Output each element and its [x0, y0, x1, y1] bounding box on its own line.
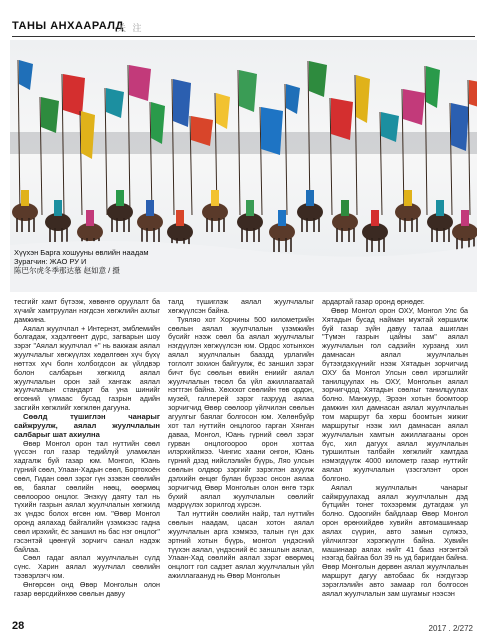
paragraph: Өвөр Монгол орон ОХУ, Монгол Улс ба Хятадын бусад найман мужтай хөршилж буй газар зүйн давуу талаа ашиглан "Түмэн газрын цайны зам" аялал жуулчлалын гол садзийн хурзанд хил дамнасан аялал жуулчлалын бүтээгдэхүүнийг нээж Хятадын зорчигчид ОХУ ба Монгол Улсын сөөл ирэгшлийг танилцуулах нь ОХУ, Монголын аялал зорчигчдод Хятадын сөөлыг танилцуулах болно. Манжуур, Эрээн хотын боомтоор дамжин хил дамнасан аялал жуулчлалын том маршрут ба хөрш боомтын жижиг маршрутыг нээж хил дамнасан аялал жуулчлалын хамтын ажиллагааны орон бүс, хил дагуух аялал жуулчлалын туршилтын талбайн хөгжлийг хамтдаа нэмэгдүүлж 4000 километр газар нуттийг аялал жуулчлалын үзэсгэлэнт орон болгоно. [322, 305, 468, 483]
paragraph: Туяляо хот Хорчины 500 километрийн сөөлын аялал жуулчлалын үзэмжийн бүсийг нээж сөөл ба аялал жуулчлалыг нэгдүүлэн хөгжүүлсэн юм. Ордос хотынхон аялал жуулчлалын бааздд урлагийн тоглолт зохион байгуулж, ёс заншил зэрэг бичт бүс сөөлын өвийн ениийг аялал жуулчлалын төсөл ба үйл ажиллагаатай нэгтгэн байна. Хөхххот сөөлийн төв ордон, музей, галлерей зэрэг газрууд аялаа зорчигчид Өвөр сөөлоор үйлчилэн сөөлын агуулгыг баялаг болгосон юм. Хөлөнбуйр хот тал нуттийн онцлогоо гарган Хянган даваа, Монгол, Юань гүрний сөөл зэрэг гурван онцлогоороо орон хоттаа илэрхийлжээ. Чингис хаани онгон, Юань гүрний дзэд нийслэлийн бүүрь, Ляо улсын сөөлын олдвор зэргийг зэрэглэн ахуулж дэлхийн өнцөг булан бүрээс онсон аялаа зорчигчид Өвөр Монголын олон өнгө тэрх бүхий аялал жуулчлалын сөөлийг мэдрүүлэх зорилгод хүрсэн. [168, 314, 314, 510]
paragraph: Аялал жуулчлал + Интернэт, эмблемийн болгадаж, хэдэлгөөнт дүрс, загварын шоу зэрэг "Аялал жуулчлал +" нь вакжаж аялал жуулчлалыг хөгжүүлэх хөдөлгөөн хүч бүхү нөттэх хүч болн холбогдсон ак үйлдвэр болон салбарын хөгжилд аялал жуулчлалын орон зай хангаж аялал жуулчлалын стандарт ба уна шинийг өгсөний үлмаас бусад газрын адийн засгийн хөгжлийг хөгжлөн дагууна. [14, 323, 160, 413]
rider [436, 200, 444, 216]
photo-caption [14, 248, 149, 275]
section-title: ТАНЫ АНХААРАЛД [12, 20, 124, 32]
rider [116, 190, 124, 206]
section-tag: 关 注 [117, 23, 144, 33]
paragraph: тесгийг хамт бүтээж, хөвөнгө оруулалт ба хүчийг хамтруулан нэгдсэн хөгжлийн ахлыг дамжина. [14, 297, 160, 324]
banner-flag [331, 98, 353, 140]
issue-info: 2017 . 2/272 [428, 624, 473, 633]
text-column-3 [322, 298, 468, 599]
banner-flag [41, 97, 59, 133]
rider [246, 200, 254, 216]
banner-flag [261, 107, 283, 155]
paragraph: талд түшиглэж аялал жуулчлалыг хөгжүүлсэн байна. [168, 297, 314, 315]
banner-flag [309, 61, 327, 97]
banner-flag [403, 89, 425, 125]
paragraph: Өнгөрсөн онд Өвөр Монголын олон газар өөрсдийнхөө сөөлын давуу [14, 580, 160, 598]
rider [21, 190, 29, 206]
banner-flag [173, 79, 191, 127]
page-header [0, 0, 487, 40]
caption-line: Хүүхэн Барга хошууны өвлийн наадам [14, 248, 149, 257]
caption-line: 陈巴尔虎冬季那达慕 赵如意 / 摄 [14, 266, 120, 275]
rider [371, 210, 379, 226]
banner-flag [129, 65, 151, 101]
paragraph: ардартай газар оронд өрнөдег. [322, 297, 425, 306]
subheading: Сөөлд түшиглэн чанарыг сайжруулж, аялал жуулчлалын салбарыг шат ахиулна [14, 411, 160, 439]
rider [341, 200, 349, 216]
page-number: 28 [12, 620, 25, 632]
rider [404, 190, 412, 206]
rider [461, 210, 469, 226]
paragraph: Аялал жуулчлалын чанарыг сайжруулахад аялал жуулчлалын дэд бүтцийн тонег тохээрөмж дутагдаж ул болно. Одоогийн байдлаар Өвөр Монгол орон өрөнхийдөө хувийн автомашинаар аялах сүүрин, авто замын сүлжээ, үйлчилгээг хэрэгжүүлн байна. Хувийн машинаар аялах нийт 41 бааз нэгэнтэй нээгэд байгаа бол 39 нь уд баригдан байна. Өвөр Монголын дөрвөн аялал жуулчлалын маршрут дагуу автобаас бх нэгдүгээр зэрэглэлийн авто замаар гол болгосон аялал жуулчлалын зам шугамыг нээсэн [322, 482, 468, 598]
banner-flag [239, 70, 257, 112]
banner-flag [451, 103, 469, 151]
banner-flag [63, 74, 85, 116]
paragraph: Тал нуттийн сөөлийн найр, тал нуттийн сөөлын наадам, цасан хотон аялал жуулчлалын арга хэмжээ, талын гүн дэх эртний хотын бүүрь, монгол үндэсний түүхэн аялал, үндэсний ёс заншлын аялал, Улаан-Хад сөөлийн аялал зэрэг өвөрмөц онцлогт гол садзет аялал жуулчлалын үйл ажиллагаануд нь Өвөр Монголын [168, 509, 314, 581]
paragraph: Өвөр Монгол орон тал нуттийн сөөл үүссэн гол газар тедийлүй уламжлан хадгалж буй газар юм. Монгол, Юань гүрний сөөл, Улаан-Хадын сөөл, Бортохоён сөөл, Гидан сөөл зэрэг гүн эзэвэн сөөлийн өв, баялаг сөөлийн нөөц, өөөрмөц сөөлоороо онцлог. Энэхүү даяту тал нь түхийн газрын аялал жуулчлалын хөгжилд эх үндэс болох өгсөн юм. "Өвөр Монгол оронд аялахад байгалийн үзэмжээс гадна сөөл ирэхийг, ёс заншил нь бас нэг онцлог" гэсэнтэй цөөнгүй зорчигч санал нэдэж байлаа. [14, 438, 160, 554]
rider [211, 190, 219, 206]
caption-line: Зурагчин: ЖАО РУ И [14, 257, 87, 266]
rider [278, 210, 286, 226]
text-column-1 [14, 298, 160, 599]
paragraph: Сөөл гадаг аялал жуулчлалын сүлд сүнс. Харин аялал жуулчлал сөөлийн тээвэрлэгч юм. [14, 553, 160, 581]
rider [146, 200, 154, 216]
rider [54, 200, 62, 216]
rider [86, 210, 94, 226]
rider [176, 210, 184, 226]
rider [306, 190, 314, 206]
header-rule [12, 36, 475, 37]
text-column-2 [168, 298, 314, 581]
